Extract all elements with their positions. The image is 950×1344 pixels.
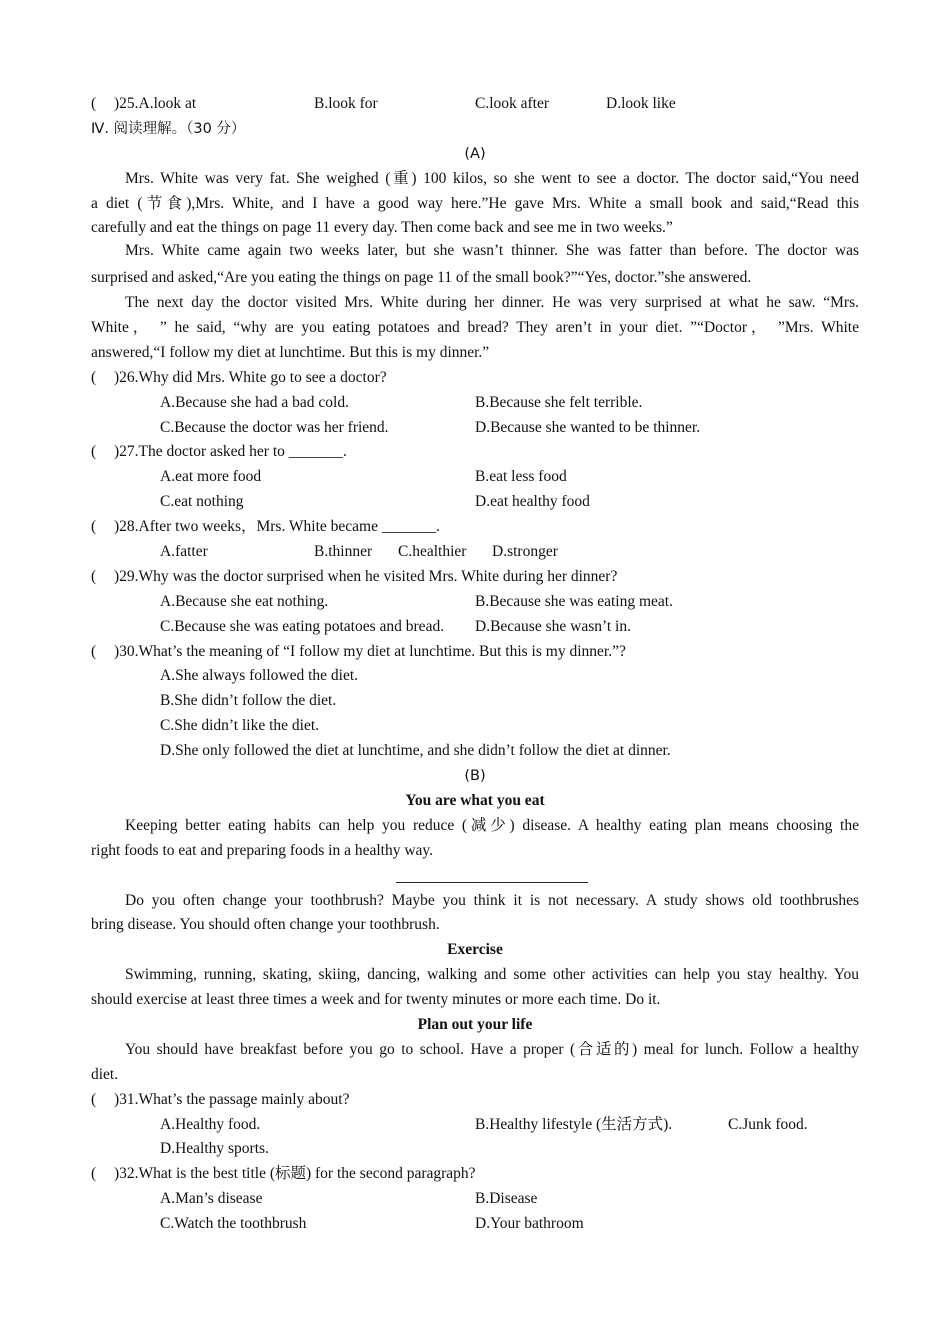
passage-b-text: You should have breakfast before you go to school. Have a proper (合适的) meal for lunch. Follow a healthy <box>125 1041 859 1058</box>
q30-option-d: D.She only followed the diet at lunchtime, and she didn’t follow the diet at dinner. <box>160 742 671 759</box>
q26-stem: )26.Why did Mrs. White go to see a doctor? <box>114 369 387 386</box>
answer-paren: ( <box>91 1091 97 1108</box>
q25-option-b: B.look for <box>314 95 378 112</box>
blank-heading-line <box>396 882 588 883</box>
q27-option-c: C.eat nothing <box>160 493 244 510</box>
answer-paren: ( <box>91 518 97 535</box>
q29-option-c: C.Because she was eating potatoes and bread. <box>160 618 445 635</box>
passage-b-text: right foods to eat and preparing foods in a healthy way. <box>91 842 434 859</box>
q31-option-a: A.Healthy food. <box>160 1116 261 1133</box>
answer-paren: ( <box>91 643 97 660</box>
q28-option-b: B.thinner <box>314 543 373 560</box>
q27-stem: )27.The doctor asked her to _______. <box>114 443 347 460</box>
passage-a-text: a diet (节食),Mrs. White, and I have a good way here.”He gave Mrs. White a small book and said,“Read this <box>91 195 859 212</box>
passage-b-text: should exercise at least three times a week and for twenty minutes or more each time. Do it. <box>91 991 661 1008</box>
q31-option-b: B.Healthy lifestyle (生活方式). <box>475 1116 673 1133</box>
q32-option-a: A.Man’s disease <box>160 1190 263 1207</box>
q28-stem: )28.After two weeks，Mrs. White became _______. <box>114 518 440 535</box>
q28-option-c: C.healthier <box>398 543 467 560</box>
passage-a-text: White， ” he said, “why are you eating potatoes and bread? They aren’t in your diet. ”“Doctor， ”Mrs. White <box>91 319 859 336</box>
q29-option-d: D.Because she wasn’t in. <box>475 618 631 635</box>
passage-b-heading-exercise: Exercise <box>447 941 503 958</box>
q32-option-c: C.Watch the toothbrush <box>160 1215 307 1232</box>
q29-stem: )29.Why was the doctor surprised when he visited Mrs. White during her dinner? <box>114 568 618 585</box>
q31-stem: )31.What’s the passage mainly about? <box>114 1091 350 1108</box>
passage-a-text: Mrs. White came again two weeks later, but she wasn’t thinner. She was fatter than before. The doctor was <box>125 242 859 259</box>
q26-option-a: A.Because she had a bad cold. <box>160 394 349 411</box>
q30-option-c: C.She didn’t like the diet. <box>160 717 320 734</box>
passage-b-text: diet. <box>91 1066 119 1083</box>
q25-option-c: C.look after <box>475 95 550 112</box>
passage-a-text: Mrs. White was very fat. She weighed (重) 100 kilos, so she went to see a doctor. The doctor said,“You need <box>125 170 859 187</box>
passage-b-text: Swimming, running, skating, skiing, dancing, walking and some other activities can help you stay healthy. You <box>125 966 859 983</box>
q25-option-d: D.look like <box>606 95 676 112</box>
q30-option-b: B.She didn’t follow the diet. <box>160 692 337 709</box>
passage-b-heading-plan: Plan out your life <box>417 1016 533 1033</box>
answer-paren: ( <box>91 1165 97 1182</box>
passage-b-text: Do you often change your toothbrush? Maybe you think it is not necessary. A study shows old toothbrushes <box>125 892 859 909</box>
passage-a-label: (A) <box>464 146 486 162</box>
q32-option-d: D.Your bathroom <box>475 1215 584 1232</box>
q31-option-c: C.Junk food. <box>728 1116 808 1133</box>
q29-option-a: A.Because she eat nothing. <box>160 593 329 610</box>
q27-option-b: B.eat less food <box>475 468 567 485</box>
q26-option-d: D.Because she wanted to be thinner. <box>475 419 701 436</box>
section-title: Ⅳ. 阅读理解。（30 分） <box>91 121 246 137</box>
answer-paren: ( <box>91 369 97 386</box>
q29-option-b: B.Because she was eating meat. <box>475 593 673 610</box>
q27-option-d: D.eat healthy food <box>475 493 590 510</box>
q26-option-b: B.Because she felt terrible. <box>475 394 643 411</box>
passage-a-text: surprised and asked,“Are you eating the things on page 11 of the small book?”“Yes, doctor.”she answered. <box>91 269 752 286</box>
q25-paren: ( <box>91 95 97 112</box>
passage-b-text: Keeping better eating habits can help you reduce (减少) disease. A healthy eating plan means choosing the <box>125 817 859 834</box>
passage-b-title: You are what you eat <box>405 792 545 809</box>
passage-b-text: bring disease. You should often change your toothbrush. <box>91 916 440 933</box>
passage-b-label: (B) <box>464 768 486 784</box>
passage-a-text: answered,“I follow my diet at lunchtime. But this is my dinner.” <box>91 344 490 361</box>
q32-option-b: B.Disease <box>475 1190 538 1207</box>
q25-stem: )25.A.look at <box>114 95 197 112</box>
q28-option-a: A.fatter <box>160 543 208 560</box>
passage-a-text: carefully and eat the things on page 11 every day. Then come back and see me in two weeks.” <box>91 219 673 236</box>
q27-option-a: A.eat more food <box>160 468 262 485</box>
passage-a-text: The next day the doctor visited Mrs. White during her dinner. He was very surprised at what he saw. “Mrs. <box>125 294 859 311</box>
answer-paren: ( <box>91 443 97 460</box>
answer-paren: ( <box>91 568 97 585</box>
q30-stem: )30.What’s the meaning of “I follow my diet at lunchtime. But this is my dinner.”? <box>114 643 626 660</box>
q31-option-d: D.Healthy sports. <box>160 1140 269 1157</box>
q32-stem: )32.What is the best title (标题) for the second paragraph? <box>114 1165 476 1182</box>
q26-option-c: C.Because the doctor was her friend. <box>160 419 389 436</box>
q30-option-a: A.She always followed the diet. <box>160 667 359 684</box>
q28-option-d: D.stronger <box>492 543 558 560</box>
